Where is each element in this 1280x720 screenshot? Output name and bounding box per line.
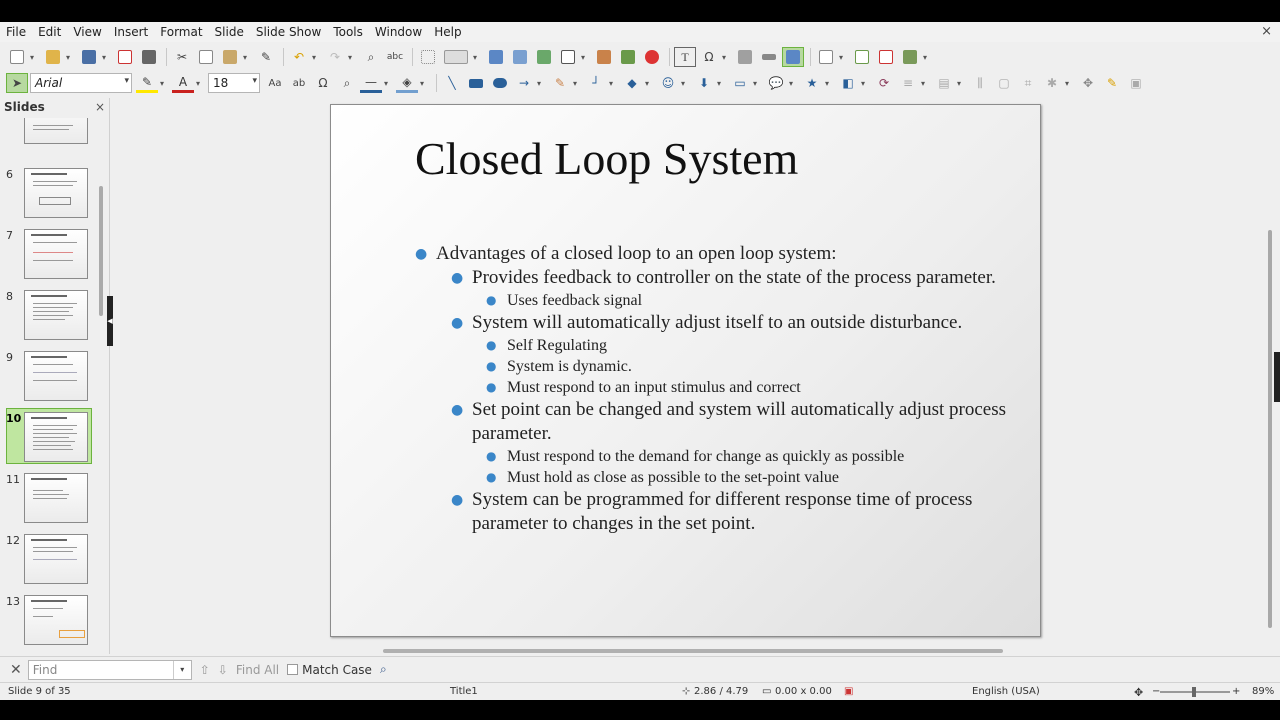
chevron-down-icon[interactable]: ▾ bbox=[252, 76, 257, 86]
menu-tools[interactable]: Tools bbox=[333, 25, 363, 39]
chart-icon[interactable] bbox=[617, 47, 639, 67]
print-icon[interactable] bbox=[138, 47, 160, 67]
sidebar-strip bbox=[1266, 98, 1280, 654]
menu-view[interactable]: View bbox=[73, 25, 102, 39]
text-box-icon[interactable]: T bbox=[674, 47, 696, 67]
object-size: 0.00 x 0.00 bbox=[775, 686, 832, 697]
spelling-icon[interactable]: abc bbox=[386, 52, 404, 62]
chevron-down-icon[interactable]: ▾ bbox=[923, 52, 928, 62]
bullet-text: Uses feedback signal bbox=[507, 292, 643, 309]
slides-pane-title: Slides bbox=[4, 100, 45, 114]
slide-number: 7 bbox=[6, 229, 13, 242]
bullet-item-level-3 bbox=[415, 335, 1015, 356]
menu-help[interactable]: Help bbox=[434, 25, 462, 39]
font-color-icon[interactable]: A bbox=[172, 73, 194, 93]
bullet-marker-icon: ● bbox=[486, 293, 497, 307]
find-field[interactable] bbox=[28, 660, 192, 680]
export-pdf-icon[interactable] bbox=[114, 47, 136, 67]
menu-window[interactable]: Window bbox=[374, 25, 423, 39]
chevron-down-icon[interactable]: ▾ bbox=[681, 78, 686, 88]
font-name-combo[interactable] bbox=[30, 73, 132, 93]
bullet-marker-icon: ● bbox=[451, 270, 464, 286]
undo-icon[interactable]: ↶ bbox=[293, 50, 305, 64]
slide-thumbnail-list[interactable] bbox=[0, 118, 96, 654]
chevron-down-icon[interactable]: ▾ bbox=[581, 52, 586, 62]
block-arrows-icon[interactable]: ⬇ bbox=[698, 76, 710, 90]
close-icon[interactable]: × bbox=[94, 100, 105, 114]
zoom-out-icon[interactable]: − bbox=[1152, 686, 1161, 697]
slides-scrollbar[interactable] bbox=[98, 118, 106, 654]
slide-thumbnail[interactable] bbox=[0, 290, 96, 348]
cursor-position-icon: ⊹ bbox=[682, 686, 691, 697]
bullet-item-level-3 bbox=[415, 446, 1015, 467]
font-name-value: Arial bbox=[35, 76, 63, 90]
chevron-down-icon[interactable]: ▾ bbox=[825, 78, 830, 88]
start-slideshow-icon[interactable] bbox=[509, 47, 531, 67]
toolbar-separator bbox=[283, 48, 284, 66]
slide-transition-icon[interactable] bbox=[899, 47, 921, 67]
media-icon[interactable] bbox=[641, 47, 663, 67]
close-document-button[interactable]: × bbox=[1261, 24, 1272, 39]
bullet-item-level-1 bbox=[415, 242, 1015, 266]
fill-color-icon[interactable]: ◈ bbox=[396, 73, 418, 93]
slide-preview bbox=[24, 168, 88, 218]
find-all-button[interactable]: Find All bbox=[235, 662, 280, 677]
slide-content[interactable] bbox=[415, 242, 1015, 536]
bullet-item-level-3 bbox=[415, 467, 1015, 488]
collapse-slides-pane-button[interactable]: ◀ bbox=[107, 296, 113, 346]
rectangle-tool-icon[interactable] bbox=[465, 73, 487, 93]
rotate-icon[interactable]: ⟳ bbox=[878, 76, 890, 90]
slide-number: 12 bbox=[6, 534, 20, 547]
bullet-marker-icon: ● bbox=[486, 470, 497, 484]
slideshow-current-icon[interactable] bbox=[533, 47, 555, 67]
drawing-toolbar bbox=[0, 70, 1280, 96]
glue-points-icon[interactable]: ✎ bbox=[1106, 76, 1118, 90]
copy-icon[interactable] bbox=[195, 47, 217, 67]
chevron-down-icon[interactable]: ▾ bbox=[420, 78, 425, 88]
slide-thumbnail[interactable] bbox=[0, 351, 96, 409]
font-size-combo[interactable] bbox=[208, 73, 260, 93]
bullet-marker-icon: ● bbox=[451, 492, 464, 508]
bullet-text: Provides feedback to controller on the state of the process parameter. bbox=[472, 267, 996, 288]
slide-editing-area[interactable] bbox=[113, 98, 1266, 654]
menu-edit[interactable]: Edit bbox=[38, 25, 62, 39]
bullet-marker-icon: ● bbox=[486, 449, 497, 463]
toolbar-separator bbox=[669, 48, 670, 66]
special-character-icon[interactable]: Ω bbox=[704, 50, 714, 64]
chevron-down-icon[interactable]: ▾ bbox=[609, 78, 614, 88]
bullet-text: System can be programmed for different response time of process parameter to changes in the set point. bbox=[472, 489, 973, 534]
menu-slide[interactable]: Slide bbox=[214, 25, 244, 39]
bullet-marker-icon: ● bbox=[486, 359, 497, 373]
curves-icon[interactable]: ✎ bbox=[554, 76, 566, 90]
stars-icon[interactable]: ★ bbox=[806, 76, 818, 90]
image-icon[interactable] bbox=[593, 47, 615, 67]
crop-icon[interactable]: ⌗ bbox=[1024, 75, 1032, 90]
match-case-option[interactable] bbox=[287, 663, 372, 677]
find-replace-icon[interactable]: ⌕ bbox=[367, 49, 375, 64]
bullet-text: System will automatically adjust itself to an outside disturbance. bbox=[472, 312, 963, 333]
bullet-marker-icon: ● bbox=[451, 315, 464, 331]
chevron-down-icon[interactable]: ▾ bbox=[173, 661, 191, 679]
bullet-text: Self Regulating bbox=[507, 337, 607, 354]
bullet-marker-icon: ● bbox=[486, 380, 497, 394]
slide-number: 6 bbox=[6, 168, 13, 181]
delete-slide-icon[interactable] bbox=[875, 47, 897, 67]
bullet-item-level-3 bbox=[415, 290, 1015, 311]
toolbar-separator bbox=[412, 48, 413, 66]
slide-preview bbox=[24, 595, 88, 645]
close-find-bar-icon[interactable]: ✕ bbox=[10, 661, 22, 678]
chevron-down-icon[interactable]: ▾ bbox=[645, 78, 650, 88]
open-folder-icon[interactable] bbox=[42, 47, 64, 67]
chevron-down-icon[interactable]: ▾ bbox=[573, 78, 578, 88]
bullet-item-level-3 bbox=[415, 377, 1015, 398]
bullet-item-level-2 bbox=[415, 266, 1015, 290]
layout-status: Title1 bbox=[450, 686, 478, 697]
align-icon[interactable]: ≡ bbox=[902, 76, 914, 90]
spellcheck-icon[interactable]: ab bbox=[292, 77, 306, 89]
menu-insert[interactable]: Insert bbox=[113, 25, 149, 39]
document-modified-icon[interactable]: ▣ bbox=[844, 686, 854, 697]
vertical-scrollbar[interactable] bbox=[1268, 230, 1272, 628]
line-color-icon[interactable]: — bbox=[360, 73, 382, 93]
symbol-shapes-icon[interactable]: ☺ bbox=[661, 76, 675, 90]
chevron-down-icon[interactable]: ▾ bbox=[839, 52, 844, 62]
zoom-in-icon[interactable]: + bbox=[1232, 686, 1241, 697]
select-arrow-icon[interactable]: ➤ bbox=[6, 73, 28, 93]
arrange-icon[interactable]: ▤ bbox=[938, 76, 950, 90]
chevron-down-icon[interactable]: ▾ bbox=[957, 78, 962, 88]
match-case-label: Match Case bbox=[302, 662, 372, 677]
clone-formatting-icon[interactable]: ✎ bbox=[260, 50, 272, 64]
chevron-down-icon[interactable]: ▾ bbox=[102, 52, 107, 62]
bullet-item-level-2 bbox=[415, 488, 1015, 536]
chevron-down-icon[interactable]: ▾ bbox=[312, 52, 317, 62]
shadow-icon[interactable]: ▢ bbox=[998, 76, 1010, 90]
points-icon[interactable]: ✥ bbox=[1082, 76, 1094, 90]
bullet-text: System is dynamic. bbox=[507, 358, 632, 375]
grid-icon[interactable] bbox=[417, 47, 439, 67]
chevron-down-icon[interactable]: ▾ bbox=[753, 78, 758, 88]
slide-preview bbox=[24, 534, 88, 584]
slide-title[interactable]: Closed Loop System bbox=[415, 133, 799, 184]
current-slide[interactable] bbox=[330, 104, 1041, 637]
find-previous-icon[interactable]: ⇧ bbox=[199, 662, 210, 677]
impress-window bbox=[0, 22, 1280, 700]
chevron-down-icon[interactable]: ▾ bbox=[1065, 78, 1070, 88]
slide-preview bbox=[24, 412, 88, 462]
slide-thumbnail[interactable] bbox=[0, 168, 96, 226]
slide-preview bbox=[24, 473, 88, 523]
zoom-slider-handle[interactable] bbox=[1192, 687, 1196, 697]
chevron-down-icon[interactable]: ▾ bbox=[921, 78, 926, 88]
slides-pane-header bbox=[0, 98, 109, 116]
new-slide-icon[interactable] bbox=[815, 47, 837, 67]
bullet-text: Advantages of a closed loop to an open loop system: bbox=[436, 243, 837, 264]
new-document-icon[interactable] bbox=[6, 47, 28, 67]
slides-pane bbox=[0, 98, 110, 654]
bullet-text: Must respond to the demand for change as quickly as possible bbox=[507, 448, 905, 465]
font-size-value: 18 bbox=[213, 76, 229, 90]
find-next-icon[interactable]: ⇩ bbox=[217, 662, 228, 677]
bullet-marker-icon: ● bbox=[415, 246, 428, 262]
text-attributes-icon[interactable]: Aa bbox=[268, 77, 282, 89]
show-draw-functions-icon[interactable] bbox=[782, 47, 804, 67]
standard-toolbar bbox=[0, 44, 1280, 70]
menu-slide-show[interactable]: Slide Show bbox=[255, 25, 322, 39]
status-bar bbox=[0, 682, 1280, 700]
chevron-down-icon[interactable]: ▾ bbox=[66, 52, 71, 62]
duplicate-slide-icon[interactable] bbox=[851, 47, 873, 67]
cursor-position: 2.86 / 4.79 bbox=[694, 686, 749, 697]
object-size-icon: ▭ bbox=[762, 686, 772, 697]
menu-bar bbox=[0, 22, 1280, 42]
slide-number: 13 bbox=[6, 595, 20, 608]
bullet-text: Must respond to an input stimulus and correct bbox=[507, 379, 801, 396]
chevron-down-icon[interactable]: ▾ bbox=[861, 78, 866, 88]
slide-layout-icon[interactable] bbox=[485, 47, 507, 67]
chevron-down-icon[interactable]: ▾ bbox=[160, 78, 165, 88]
3d-objects-icon[interactable]: ◧ bbox=[842, 76, 854, 90]
slide-number: 10 bbox=[6, 412, 22, 425]
zoom-icon[interactable]: ⌕ bbox=[343, 75, 351, 90]
extrusion-icon[interactable]: ▣ bbox=[1130, 76, 1142, 90]
slide-number: 9 bbox=[6, 351, 13, 364]
chevron-down-icon[interactable]: ▾ bbox=[348, 52, 353, 62]
language-status[interactable]: English (USA) bbox=[972, 686, 1040, 697]
fit-slide-icon[interactable]: ✥ bbox=[1134, 686, 1144, 699]
toolbar-separator bbox=[810, 48, 811, 66]
bullet-item-level-2 bbox=[415, 311, 1015, 335]
chevron-down-icon[interactable]: ▾ bbox=[717, 78, 722, 88]
cut-icon[interactable]: ✂ bbox=[176, 50, 188, 64]
find-toolbar bbox=[0, 656, 1280, 682]
find-input[interactable] bbox=[29, 661, 169, 679]
chevron-down-icon[interactable]: ▾ bbox=[384, 78, 389, 88]
slide-thumbnail[interactable] bbox=[0, 534, 96, 592]
bullet-item-level-3 bbox=[415, 356, 1015, 377]
bullet-marker-icon: ● bbox=[486, 338, 497, 352]
menu-file[interactable]: File bbox=[6, 25, 27, 39]
line-tool-icon[interactable]: ╲ bbox=[448, 76, 456, 90]
slide-thumbnail[interactable] bbox=[0, 118, 96, 152]
horizontal-scrollbar[interactable] bbox=[383, 649, 1003, 653]
display-views-icon[interactable] bbox=[441, 47, 471, 67]
scrollbar-thumb[interactable] bbox=[99, 186, 103, 316]
chevron-down-icon[interactable]: ▾ bbox=[243, 52, 248, 62]
save-icon[interactable] bbox=[78, 47, 100, 67]
toolbar-separator bbox=[436, 74, 437, 92]
slide-preview bbox=[24, 118, 88, 144]
callouts-icon[interactable]: 💬 bbox=[768, 76, 784, 90]
highlight-color-icon[interactable]: ✎ bbox=[136, 73, 158, 93]
chevron-down-icon[interactable]: ▾ bbox=[124, 76, 129, 86]
slide-thumbnail[interactable] bbox=[0, 473, 96, 531]
bullet-item-level-2 bbox=[415, 398, 1015, 446]
slide-position-status: Slide 9 of 35 bbox=[8, 686, 71, 697]
lines-arrows-icon[interactable]: → bbox=[518, 76, 530, 90]
slide-number: 8 bbox=[6, 290, 13, 303]
hyperlink-icon[interactable] bbox=[758, 47, 780, 67]
chevron-down-icon[interactable]: ▾ bbox=[30, 52, 35, 62]
distribute-icon[interactable]: ⫼ bbox=[977, 75, 983, 90]
chevron-down-icon[interactable]: ▾ bbox=[789, 78, 794, 88]
fontwork-icon[interactable] bbox=[734, 47, 756, 67]
slide-preview bbox=[24, 290, 88, 340]
slide-thumbnail[interactable] bbox=[0, 595, 96, 653]
menu-format[interactable]: Format bbox=[160, 25, 203, 39]
paste-icon[interactable] bbox=[219, 47, 241, 67]
redo-icon[interactable]: ↷ bbox=[329, 50, 341, 64]
table-icon[interactable] bbox=[557, 47, 579, 67]
zoom-level[interactable]: 89% bbox=[1252, 686, 1275, 697]
omega-icon[interactable]: Ω bbox=[318, 76, 328, 90]
find-replace-dialog-icon[interactable]: ⌕ bbox=[379, 662, 387, 676]
basic-shapes-icon[interactable]: ◆ bbox=[627, 76, 637, 90]
slide-thumbnail[interactable] bbox=[0, 229, 96, 287]
bullet-marker-icon: ● bbox=[451, 402, 464, 418]
flowchart-icon[interactable]: ▭ bbox=[734, 76, 746, 90]
chevron-down-icon[interactable]: ▾ bbox=[537, 78, 542, 88]
filter-icon[interactable]: ✱ bbox=[1046, 76, 1058, 90]
slide-preview bbox=[24, 229, 88, 279]
match-case-checkbox[interactable] bbox=[287, 664, 298, 675]
slide-preview bbox=[24, 351, 88, 401]
connectors-icon[interactable]: ┘ bbox=[592, 76, 600, 90]
slide-thumbnail-selected[interactable] bbox=[0, 412, 96, 470]
slide-number: 11 bbox=[6, 473, 20, 486]
chevron-down-icon[interactable]: ▾ bbox=[722, 52, 727, 62]
bullet-text: Must hold as close as possible to the set-point value bbox=[507, 469, 839, 486]
toolbar-separator bbox=[166, 48, 167, 66]
chevron-down-icon[interactable]: ▾ bbox=[196, 78, 201, 88]
chevron-down-icon[interactable]: ▾ bbox=[473, 52, 478, 62]
ellipse-tool-icon[interactable] bbox=[489, 73, 511, 93]
bullet-text: Set point can be changed and system will automatically adjust process parameter. bbox=[472, 399, 1006, 444]
expand-sidebar-button[interactable] bbox=[1274, 352, 1280, 402]
